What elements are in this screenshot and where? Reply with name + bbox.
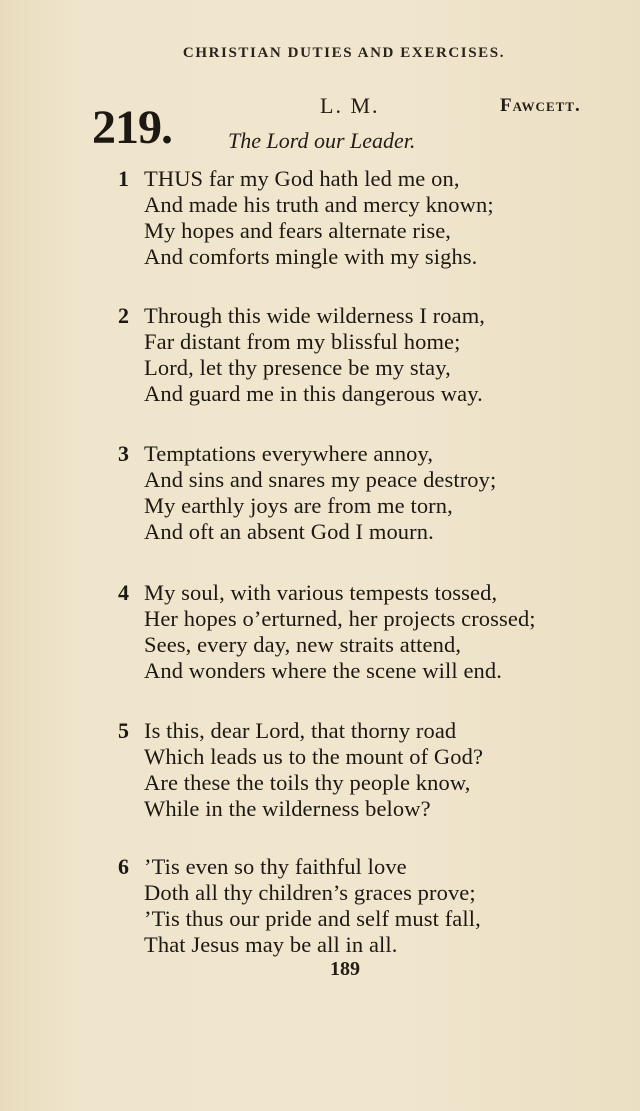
hymn-meter: L. M. [320,93,380,118]
verse-line: And wonders where the scene will end. [144,658,502,683]
verse-line: Through this wide wilderness I roam, [144,303,486,328]
stanza-number: 2 [118,303,129,328]
hymn-title: The Lord our Leader. [228,128,416,153]
verse-line: And oft an absent God I mourn. [144,519,434,544]
stanza-number: 1 [118,166,129,191]
verse-line: Lord, let thy presence be my stay, [144,355,451,380]
verse-line: That Jesus may be all in all. [144,932,398,957]
verse-line: My earthly joys are from me torn, [144,493,453,518]
verse-line: My soul, with various tempests tossed, [144,580,498,605]
stanza-number: 4 [118,580,129,605]
verse-line: And sins and snares my peace destroy; [144,467,497,492]
running-head: CHRISTIAN DUTIES AND EXERCISES. [182,45,506,61]
verse-line: Is this, dear Lord, that thorny road [144,718,457,743]
verse-line: Which leads us to the mount of God? [144,744,484,769]
verse-line: Far distant from my blissful home; [144,329,461,354]
verse-line: And made his truth and mercy known; [144,192,494,217]
verse-line: And guard me in this dangerous way. [144,381,483,406]
verse-line: My hopes and fears alternate rise, [144,218,452,243]
stanza-number: 6 [118,854,129,879]
verse-line: ’Tis thus our pride and self must fall, [144,906,481,931]
verse-line: And comforts mingle with my sighs. [144,244,478,269]
verse-line: THUS far my God hath led me on, [144,166,460,191]
verse-line: Sees, every day, new straits attend, [144,632,462,657]
stanza-number: 3 [118,441,129,466]
verse-line: Doth all thy children’s graces prove; [144,880,476,905]
verse-line: Her hopes o’erturned, her projects crossed; [144,606,536,631]
hymn-author: Fawcett. [500,95,581,116]
verse-line: Are these the toils thy people know, [144,770,471,795]
hymn-number: 219. [92,101,172,154]
stanza-number: 5 [118,718,129,743]
page-number: 189 [330,958,360,980]
verse-line: ’Tis even so thy faithful love [144,854,407,879]
verse-line: Temptations everywhere annoy, [144,441,434,466]
verse-line: While in the wilderness below? [144,796,431,821]
